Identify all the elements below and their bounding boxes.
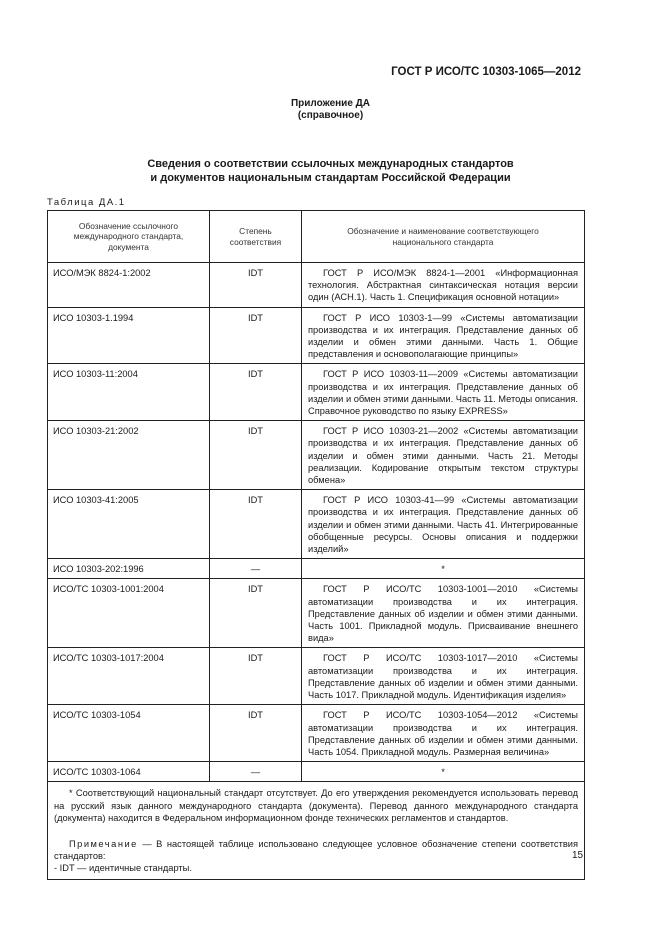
degree-cell: IDT bbox=[210, 705, 302, 762]
national-standard-cell: ГОСТ Р ИСО 10303-21—2002 «Системы автоматизации производства и их интеграция. Представление данных об изделии и обмен этими данными. Часть 21. Методы реализации. Кодирование открытым текстом структуры обмена» bbox=[302, 421, 585, 490]
reference-cell: ИСО 10303-1.1994 bbox=[48, 307, 210, 364]
table-row bbox=[48, 648, 585, 705]
degree-cell: IDT bbox=[210, 364, 302, 421]
table-header-row bbox=[48, 211, 585, 263]
reference-cell: ИСО 10303-11:2004 bbox=[48, 364, 210, 421]
note-label: Примечание bbox=[69, 838, 138, 849]
table-row bbox=[48, 421, 585, 490]
degree-cell: IDT bbox=[210, 490, 302, 559]
table-body bbox=[48, 263, 585, 880]
reference-cell: ИСО 10303-41:2005 bbox=[48, 490, 210, 559]
table-row bbox=[48, 559, 585, 579]
degree-cell: IDT bbox=[210, 579, 302, 648]
table-row bbox=[48, 364, 585, 421]
column-header-degree: Степень соответствия bbox=[210, 211, 302, 263]
national-standard-cell: ГОСТ Р ИСО 10303-1—99 «Системы автоматизации производства и их интеграция. Представление данных об изделии и обмен этими данными. Часть 1. Общие представления и основополагающие принципы» bbox=[302, 307, 585, 364]
table-row bbox=[48, 762, 585, 782]
national-standard-cell: * bbox=[302, 762, 585, 782]
degree-cell: IDT bbox=[210, 648, 302, 705]
table-label: Таблица ДА.1 bbox=[47, 197, 126, 208]
note bbox=[54, 838, 578, 862]
footnote: * Соответствующий национальный стандарт отсутствует. До его утверждения рекомендуется использовать перевод на русский язык данного международного стандарта (документа). Перевод данного международного стандарта (документа) находится в Федеральном информационном фонде технических регламентов и стандартов. bbox=[54, 788, 578, 823]
note-text: — В настоящей таблице использовано следующее условное обозначение степени соответствия стандартов: bbox=[54, 838, 578, 862]
table-row bbox=[48, 705, 585, 762]
national-standard-cell: * bbox=[302, 559, 585, 579]
section-title-line1: Сведения о соответствии ссылочных международных стандартов bbox=[147, 158, 514, 170]
note-item: - IDT — идентичные стандарты. bbox=[54, 863, 192, 874]
column-header-reference: Обозначение ссылочного международного стандарта, документа bbox=[48, 211, 210, 263]
degree-cell: IDT bbox=[210, 421, 302, 490]
degree-cell: IDT bbox=[210, 307, 302, 364]
reference-cell: ИСО/ТС 10303-1001:2004 bbox=[48, 579, 210, 648]
national-standard-cell: ГОСТ Р ИСО 10303-11—2009 «Системы автоматизации производства и их интеграция. Представление данных об изделии и обмен этими данными. Часть 11. Методы описания. Справочное руководство по языку EXPRESS» bbox=[302, 364, 585, 421]
table-row bbox=[48, 263, 585, 308]
page-number: 15 bbox=[572, 850, 584, 861]
reference-cell: ИСО/МЭК 8824-1:2002 bbox=[48, 263, 210, 308]
section-title bbox=[0, 157, 661, 185]
column-header-national: Обозначение и наименование соответствующего национального стандарта bbox=[302, 211, 585, 263]
national-standard-cell: ГОСТ Р ИСО/МЭК 8824-1—2001 «Информационная технология. Абстрактная синтаксическая нотация версии один (АСН.1). Часть 1. Спецификация основной нотации» bbox=[302, 263, 585, 308]
reference-cell: ИСО/ТС 10303-1054 bbox=[48, 705, 210, 762]
national-standard-cell: ГОСТ Р ИСО/ТС 10303-1001—2010 «Системы автоматизации производства и их интеграция. Представление данных об изделии и обмен этими данными. Часть 1001. Прикладной модуль. Присваивание внешнего вида» bbox=[302, 579, 585, 648]
degree-cell: — bbox=[210, 762, 302, 782]
reference-cell: ИСО 10303-202:1996 bbox=[48, 559, 210, 579]
national-standard-cell: ГОСТ Р ИСО/ТС 10303-1054—2012 «Системы автоматизации производства и их интеграция. Представление данных об изделии и обмен этими данными. Часть 1054. Прикладной модуль. Размерная величина» bbox=[302, 705, 585, 762]
degree-cell: — bbox=[210, 559, 302, 579]
table-footnote-row bbox=[48, 782, 585, 879]
national-standard-cell: ГОСТ Р ИСО/ТС 10303-1017—2010 «Системы автоматизации производства и их интеграция. Представление данных об изделии и обмен этими данными. Часть 1017. Прикладной модуль. Идентификация изделия» bbox=[302, 648, 585, 705]
table-row bbox=[48, 490, 585, 559]
section-title-line2: и документов национальным стандартам Российской Федерации bbox=[150, 172, 511, 184]
reference-cell: ИСО/ТС 10303-1064 bbox=[48, 762, 210, 782]
degree-cell: IDT bbox=[210, 263, 302, 308]
table-row bbox=[48, 307, 585, 364]
correspondence-table bbox=[47, 210, 585, 880]
table-row bbox=[48, 579, 585, 648]
reference-cell: ИСО 10303-21:2002 bbox=[48, 421, 210, 490]
appendix-subtitle: (справочное) bbox=[297, 110, 364, 121]
document-header: ГОСТ Р ИСО/ТС 10303-1065—2012 bbox=[391, 66, 581, 78]
appendix-heading bbox=[0, 98, 661, 122]
reference-cell: ИСО/ТС 10303-1017:2004 bbox=[48, 648, 210, 705]
national-standard-cell: ГОСТ Р ИСО 10303-41—99 «Системы автоматизации производства и их интеграция. Представление данных об изделии и обмен этими данными. Часть 41. Интегрированные обобщенные ресурсы. Основы описания и поддержки изделий» bbox=[302, 490, 585, 559]
table-footnote-cell bbox=[48, 782, 585, 879]
appendix-title: Приложение ДА bbox=[290, 98, 371, 109]
